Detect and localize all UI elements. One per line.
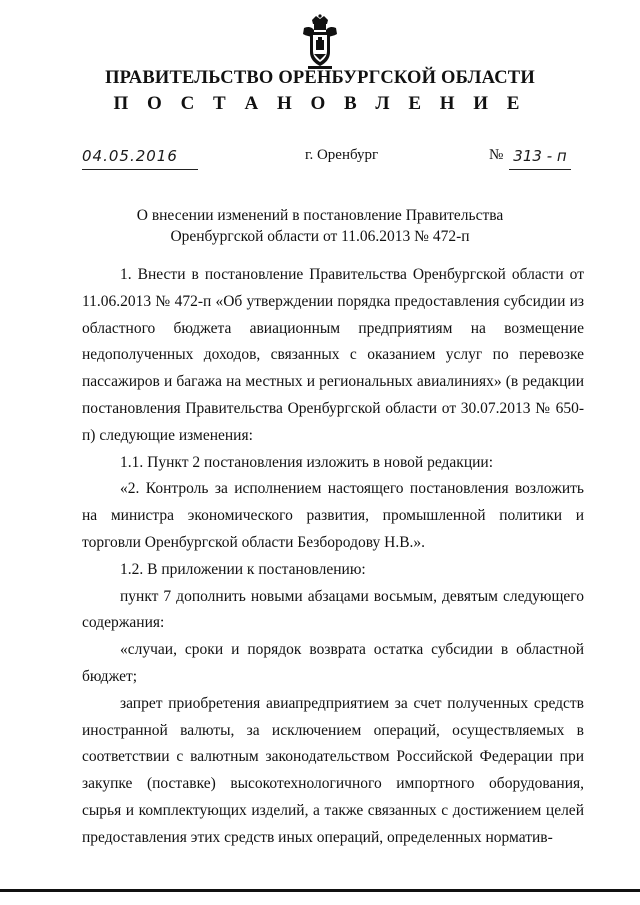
document-type: П О С Т А Н О В Л Е Н И Е xyxy=(113,93,527,114)
paragraph: 1. Внести в постановление Правительства Оренбургской области от 11.06.2013 № 472-п «Об утверждении порядка предоставления субсидии из областного бюджета авиационным предприятиям на возмещение недополученных доходов, связанных с оказанием услуг по перевозке пассажиров и багажа на местных и региональных авиалиниях» (в редакции постановления Правительства Оренбургской области от 30.07.2013 № 650-п) следующие изменения: xyxy=(82,266,584,444)
subject-line: О внесении изменений в постановление Правительства xyxy=(136,207,504,224)
paragraph: пункт 7 дополнить новыми абзацами восьмым, девятым следующего содержания: xyxy=(82,587,584,632)
document-city: г. Оренбург xyxy=(305,147,379,163)
paragraph: 1.2. В приложении к постановлению: xyxy=(120,560,366,578)
bottom-rule xyxy=(0,889,640,892)
coat-of-arms-icon xyxy=(300,14,340,70)
document-number: 313 - п xyxy=(509,147,571,170)
paragraph: «2. Контроль за исполнением настоящего постановления возложить на министра экономического развития, промышленной политики и торговли Оренбургской области Безбородову Н.В.». xyxy=(82,480,584,551)
document-body xyxy=(82,262,584,852)
subject-line: Оренбургской области от 11.06.2013 № 472-п xyxy=(170,228,470,245)
document-number-label: № xyxy=(489,147,504,163)
document-subject xyxy=(0,205,640,247)
paragraph: «случаи, сроки и порядок возврата остатка субсидии в областной бюджет; xyxy=(82,641,584,685)
document-date: 04.05.2016 xyxy=(82,147,198,170)
government-title: ПРАВИТЕЛЬСТВО ОРЕНБУРГСКОЙ ОБЛАСТИ xyxy=(105,68,535,88)
paragraph: 1.1. Пункт 2 постановления изложить в новой редакции: xyxy=(120,453,494,471)
paragraph: запрет приобретения авиапредприятием за счет полученных средств иностранной валюты, за исключением операций, осуществляемых в соответствии с валютным законодательством Российской Федерации при закупке (поставке) высокотехнологичного импортного оборудования, сырья и комплектующих изделий, а также связанных с достижением целей предоставления этих средств иных операций, определенных норматив- xyxy=(82,694,584,846)
